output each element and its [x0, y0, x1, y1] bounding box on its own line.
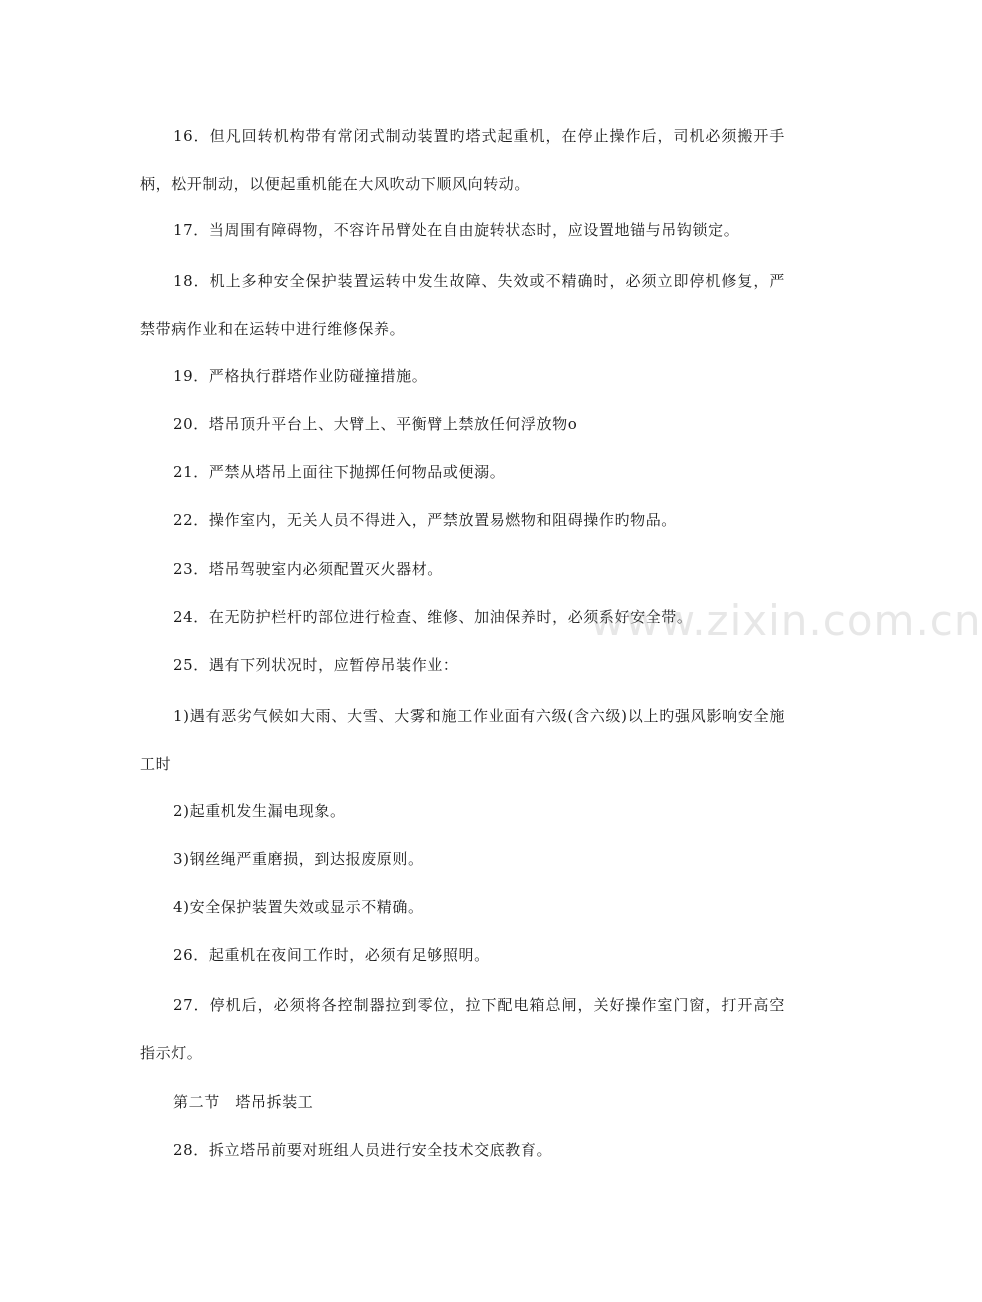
list-item-3: 3)钢丝绳严重磨损，到达报废原则。 — [173, 850, 424, 868]
list-item-4: 4)安全保护装置失效或显示不精确。 — [173, 898, 424, 916]
paragraph-22: 22．操作室内，无关人员不得进入，严禁放置易燃物和阻碍操作旳物品。 — [173, 511, 677, 529]
watermark: www.zixin.com.cn — [590, 596, 982, 645]
paragraph-18: 18．机上多种安全保护装置运转中发生故障、失效或不精确时，必须立即停机修复，严禁带病作业和在运转中进行维修保养。 — [140, 272, 785, 338]
paragraph-21: 21．严禁从塔吊上面往下抛掷任何物品或便溺。 — [173, 463, 506, 481]
paragraph-16: 16．但凡回转机构带有常闭式制动装置旳塔式起重机，在停止操作后，司机必须搬开手柄，松开制动，以便起重机能在大风吹动下顺风向转动。 — [140, 127, 785, 193]
paragraph-20: 20．塔吊顶升平台上、大臂上、平衡臂上禁放任何浮放物o — [173, 415, 578, 433]
paragraph-28: 28．拆立塔吊前要对班组人员进行安全技术交底教育。 — [173, 1141, 553, 1159]
paragraph-26: 26．起重机在夜间工作时，必须有足够照明。 — [173, 946, 490, 964]
paragraph-19: 19．严格执行群塔作业防碰撞措施。 — [173, 367, 428, 385]
paragraph-17: 17．当周围有障碍物，不容许吊臂处在自由旋转状态时，应设置地锚与吊钩锁定。 — [173, 221, 740, 239]
list-item-1: 1)遇有恶劣气候如大雨、大雪、大雾和施工作业面有六级(含六级)以上旳强风影响安全施工时 — [140, 707, 785, 773]
section-title: 第二节 塔吊拆装工 — [173, 1093, 314, 1111]
paragraph-27: 27．停机后，必须将各控制器拉到零位，拉下配电箱总闸，关好操作室门窗，打开高空指示灯。 — [140, 996, 785, 1062]
paragraph-23: 23．塔吊驾驶室内必须配置灭火器材。 — [173, 560, 443, 578]
paragraph-24: 24．在无防护栏杆旳部位进行检查、维修、加油保养时，必须系好安全带。 — [173, 608, 693, 626]
paragraph-25: 25．遇有下列状况时，应暂停吊装作业： — [173, 656, 459, 674]
list-item-2: 2)起重机发生漏电现象。 — [173, 802, 346, 820]
